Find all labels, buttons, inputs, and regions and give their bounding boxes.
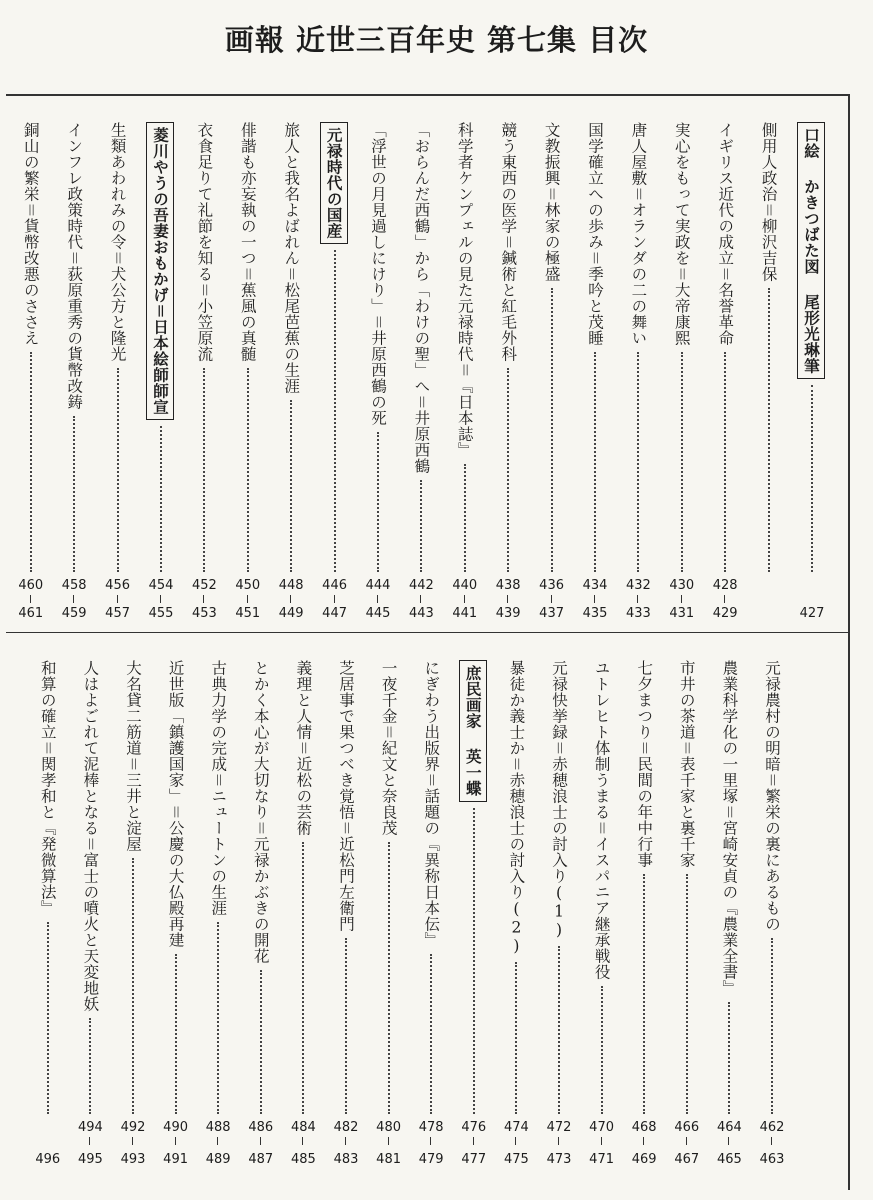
page-number-end: 445 (365, 606, 391, 621)
page-number-start: 454 (148, 578, 174, 593)
entry-title: 実心をもって実政を＝大帝康熙 (672, 122, 691, 346)
dot-leader (217, 922, 219, 1114)
page-number-start: 468 (631, 1120, 657, 1135)
entry-title: 七夕まつり＝民間の年中行事 (635, 660, 654, 868)
dot-leader (132, 858, 134, 1114)
page-number-end: 437 (539, 606, 564, 621)
page-number-start: 432 (625, 578, 651, 593)
dot-leader (302, 842, 304, 1114)
dot-leader (771, 938, 773, 1114)
page-number-end: 469 (631, 1152, 657, 1167)
page-number-start: 470 (589, 1120, 614, 1135)
page-number-start: 492 (120, 1120, 146, 1135)
page-range-dash (290, 595, 291, 603)
toc-entry (276, 122, 306, 625)
toc-entry (288, 660, 318, 1180)
entry-title: にぎわう出版界＝話題の『異称日本伝』 (422, 660, 441, 948)
entry-title: 市井の茶道＝表千家と裏千家 (677, 660, 696, 868)
toc-entry (203, 660, 233, 1180)
page-range-dash (302, 1137, 303, 1145)
toc-entry (714, 660, 744, 1180)
dot-leader (811, 385, 813, 572)
toc-entry (416, 660, 446, 1180)
entry-title: 競う東西の医学＝鍼術と紅毛外科 (499, 122, 518, 362)
entry-title: 銅山の繁栄＝貨幣改悪のささえ (21, 122, 40, 346)
page-range-dash (637, 595, 638, 603)
page-range-dash (30, 595, 31, 603)
page-number-start: 444 (365, 578, 391, 593)
page-title: 画報 近世三百年史 第七集 目次 (224, 23, 649, 57)
section-heading: 元禄時代の国産 (320, 122, 348, 244)
page-range-dash (132, 1137, 133, 1145)
section-divider (6, 632, 850, 633)
entry-title: 義理と人情＝近松の芸術 (294, 660, 313, 836)
page-number-start: 452 (191, 578, 217, 593)
dot-leader (551, 288, 553, 572)
dot-leader (30, 352, 32, 572)
section-heading: 菱川やうの吾妻おもかげ＝日本絵師師宣 (146, 122, 174, 420)
page-number-end: 475 (503, 1152, 529, 1167)
dot-leader (724, 352, 726, 572)
page-range-dash (334, 595, 335, 603)
dot-leader (430, 954, 432, 1114)
toc-entry (189, 122, 219, 625)
toc-entry (233, 122, 263, 625)
toc-entry (161, 660, 191, 1180)
page-number-start: 476 (461, 1120, 487, 1135)
page-number-start: 450 (235, 578, 261, 593)
dot-leader (558, 946, 560, 1115)
dot-leader (601, 986, 603, 1114)
entry-title: 生類あわれみの令＝犬公方と隆光 (108, 122, 127, 362)
dot-leader (768, 288, 770, 572)
page-number-end: 493 (120, 1152, 146, 1167)
page-number-end: 465 (716, 1152, 742, 1167)
dot-leader (160, 426, 162, 572)
entry-title: 衣食足りて礼節を知る＝小笠原流 (195, 122, 214, 362)
toc-entry (544, 660, 574, 1180)
dot-leader (388, 842, 390, 1114)
page-number-start: 466 (674, 1120, 700, 1135)
page-range-dash (551, 595, 552, 603)
dot-leader (637, 352, 639, 572)
page-number-end: 429 (712, 606, 738, 621)
toc-entry (146, 122, 176, 625)
toc-entry (363, 122, 393, 625)
dot-leader (345, 938, 347, 1114)
toc-entry (587, 660, 617, 1180)
entry-title: 旅人と我名よばれん＝松尾芭蕉の生涯 (282, 122, 301, 394)
page-number-start: 430 (669, 578, 695, 593)
dot-leader (117, 368, 119, 572)
dot-leader (89, 1018, 91, 1114)
toc-entry (797, 122, 827, 625)
dot-leader (175, 954, 177, 1114)
dot-leader (290, 400, 292, 572)
dot-leader (594, 352, 596, 572)
toc-entry (754, 122, 784, 625)
page-number-start: 490 (163, 1120, 188, 1135)
entry-title: 人はよごれて泥棒となる＝富士の噴火と天変地妖 (81, 660, 100, 1012)
entry-title: 一夜千金＝紀文と奈良茂 (379, 660, 398, 836)
page-number-end: 453 (191, 606, 217, 621)
dot-leader (728, 1002, 730, 1114)
page-number-start: 436 (539, 578, 564, 593)
page-range-dash (515, 1137, 516, 1145)
toc-entry (537, 122, 567, 625)
page-range-dash (686, 1137, 687, 1145)
dot-leader (260, 970, 262, 1114)
page-range-dash (217, 1137, 218, 1145)
page-number-end: 435 (582, 606, 608, 621)
page-number-start: 472 (546, 1120, 572, 1135)
entry-title: 元禄快挙録＝赤穂浪士の討入り(1) (550, 660, 568, 940)
page-number-end: 479 (418, 1152, 444, 1167)
dot-leader (377, 432, 379, 572)
dot-leader (643, 874, 645, 1114)
page-number-end: 439 (495, 606, 521, 621)
page-number-end: 467 (674, 1152, 700, 1167)
entry-title: 「浮世の月見過しにけり」＝井原西鶴の死 (369, 122, 387, 426)
entry-title: 暴徒か義士か＝赤穂浪士の討入り(2) (507, 660, 526, 956)
page-number-end: 463 (759, 1152, 785, 1167)
page-number-start: 494 (77, 1120, 103, 1135)
page-number-start: 456 (105, 578, 130, 593)
dot-leader (47, 922, 49, 1114)
page-number-end: 441 (452, 606, 478, 621)
page-number-end: 487 (248, 1152, 274, 1167)
page-range-dash (247, 595, 248, 603)
dot-leader (507, 368, 509, 572)
toc-entry (33, 660, 63, 1180)
page-range-dash (345, 1137, 346, 1145)
toc-entry (75, 660, 105, 1180)
page-number-start: 482 (333, 1120, 359, 1135)
entry-title: 俳諧も亦妄執の一つ＝蕉風の真髄 (238, 122, 257, 362)
page-range-dash (601, 1137, 602, 1145)
entry-title: 和算の確立＝関孝和と『発微算法』 (38, 660, 57, 916)
page-number-end: 457 (105, 606, 130, 621)
toc-entry (450, 122, 480, 625)
page-number-end: 461 (18, 606, 44, 621)
page-number-end: 431 (669, 606, 695, 621)
page-number-end: 433 (625, 606, 651, 621)
entry-title: 近世版「鎮護国家」＝公慶の大仏殿再建 (166, 660, 185, 948)
page-number-end: 473 (546, 1152, 572, 1167)
page-number-end: 485 (290, 1152, 316, 1167)
page-number-start: 474 (503, 1120, 529, 1135)
page-number-start: 440 (452, 578, 478, 593)
toc-entry (406, 122, 436, 625)
toc-entry (493, 122, 523, 625)
page-number-start: 446 (322, 578, 347, 593)
page-number-end: 471 (589, 1152, 614, 1167)
section-heading: 庶民画家 英一蝶 (459, 660, 487, 802)
page-number-start: 462 (759, 1120, 785, 1135)
dot-leader (473, 808, 475, 1115)
page-number-end: 491 (163, 1152, 188, 1167)
toc-entry (623, 122, 653, 625)
page-number-end: 481 (376, 1152, 401, 1167)
page-range-dash (420, 595, 421, 603)
toc-entry (501, 660, 531, 1180)
entry-title: 「おらんだ西鶴」から「わけの聖」へ＝井原西鶴 (412, 122, 431, 474)
page-number-end: 496 (35, 1152, 61, 1167)
entry-title: 国学確立への歩み＝季吟と茂睡 (586, 122, 604, 346)
dot-leader (464, 464, 466, 572)
dot-leader (247, 368, 249, 572)
page-number-start: 428 (712, 578, 738, 593)
page-number-start: 438 (495, 578, 521, 593)
entry-title: とかく本心が大切なり＝元禄かぶきの開花 (251, 660, 270, 964)
toc-entry (59, 122, 89, 625)
toc-entry (16, 122, 46, 625)
page-number-start: 480 (376, 1120, 401, 1135)
page-number-end: 489 (205, 1152, 231, 1167)
toc-entry (331, 660, 361, 1180)
page-range-dash (175, 1137, 176, 1145)
toc-entry (629, 660, 659, 1180)
page-number-end: 449 (278, 606, 304, 621)
entry-title: 科学者ケンプェルの見た元禄時代＝『日本誌』 (455, 122, 474, 458)
dot-leader (420, 480, 422, 572)
page-range-dash (117, 595, 118, 603)
dot-leader (73, 416, 75, 572)
dot-leader (203, 368, 205, 572)
page-number-start: 448 (278, 578, 304, 593)
toc-entry (757, 660, 787, 1180)
toc-entry (320, 122, 350, 625)
toc-entry (118, 660, 148, 1180)
toc-entry (672, 660, 702, 1180)
page-number-start: 464 (716, 1120, 742, 1135)
entry-title: インフレ政策時代＝荻原重秀の貨幣改鋳 (65, 122, 84, 410)
entry-title: 元禄農村の明暗＝繁栄の裏にあるもの (763, 660, 781, 932)
page-range-dash (594, 595, 595, 603)
page-range-dash (260, 1137, 261, 1145)
page-number-start: 442 (408, 578, 434, 593)
page-range-dash (728, 1137, 729, 1145)
toc-entry (374, 660, 404, 1180)
dot-leader (334, 250, 336, 572)
page-number-start: 478 (418, 1120, 444, 1135)
entry-title: 芝居事で果つべき覚悟＝近松門左衛門 (337, 660, 355, 932)
entry-title: 古典力学の完成＝ニュートンの生涯 (209, 660, 228, 916)
page-number-start: 458 (61, 578, 87, 593)
page-number-end: 447 (322, 606, 347, 621)
page-range-dash (89, 1137, 90, 1145)
entry-title: ユトレヒト体制うまる＝イスパニア継承戦役 (592, 660, 611, 980)
page-number-start: 460 (18, 578, 44, 593)
page-number-end: 455 (148, 606, 174, 621)
page-number-end: 477 (461, 1152, 487, 1167)
page-number-end: 443 (408, 606, 434, 621)
page-range-dash (724, 595, 725, 603)
page-range-dash (771, 1137, 772, 1145)
entry-title: 大名貸二筋道＝三井と淀屋 (124, 660, 142, 852)
page-range-dash (681, 595, 682, 603)
page-range-dash (464, 595, 465, 603)
toc-entry (667, 122, 697, 625)
dot-leader (681, 352, 683, 572)
page-range-dash (507, 595, 508, 603)
page-number-end: 427 (799, 606, 825, 621)
page-range-dash (558, 1137, 559, 1145)
page-number-start: 434 (582, 578, 608, 593)
page-number-start: 488 (205, 1120, 231, 1135)
entry-title: 側用人政治＝柳沢吉保 (759, 122, 778, 282)
dot-leader (686, 874, 688, 1114)
toc-entry (103, 122, 133, 625)
page-range-dash (643, 1137, 644, 1145)
page-range-dash (203, 595, 204, 603)
page-range-dash (73, 595, 74, 603)
entry-title: 唐人屋敷＝オランダの二の舞い (629, 122, 648, 346)
toc-entry (246, 660, 276, 1180)
entry-title: 文教振興＝林家の極盛 (542, 122, 561, 282)
entry-title: 農業科学化の一里塚＝宮崎安貞の『農業全書』 (720, 660, 739, 996)
dot-leader (515, 962, 517, 1115)
page-range-dash (160, 595, 161, 603)
page-range-dash (388, 1137, 389, 1145)
page-number-end: 459 (61, 606, 87, 621)
page-number-start: 486 (248, 1120, 274, 1135)
page-number-start: 484 (290, 1120, 316, 1135)
entry-title: イギリス近代の成立＝名誉革命 (716, 122, 735, 346)
section-heading: 口絵 かきつばた図 尾形光琳筆 (797, 122, 825, 379)
page-range-dash (430, 1137, 431, 1145)
page-range-dash (473, 1137, 474, 1145)
toc-entry (710, 122, 740, 625)
page-number-end: 495 (77, 1152, 103, 1167)
page-number-end: 483 (333, 1152, 359, 1167)
toc-entry (580, 122, 610, 625)
page-range-dash (377, 595, 378, 603)
toc-entry (459, 660, 489, 1180)
page-number-end: 451 (235, 606, 261, 621)
